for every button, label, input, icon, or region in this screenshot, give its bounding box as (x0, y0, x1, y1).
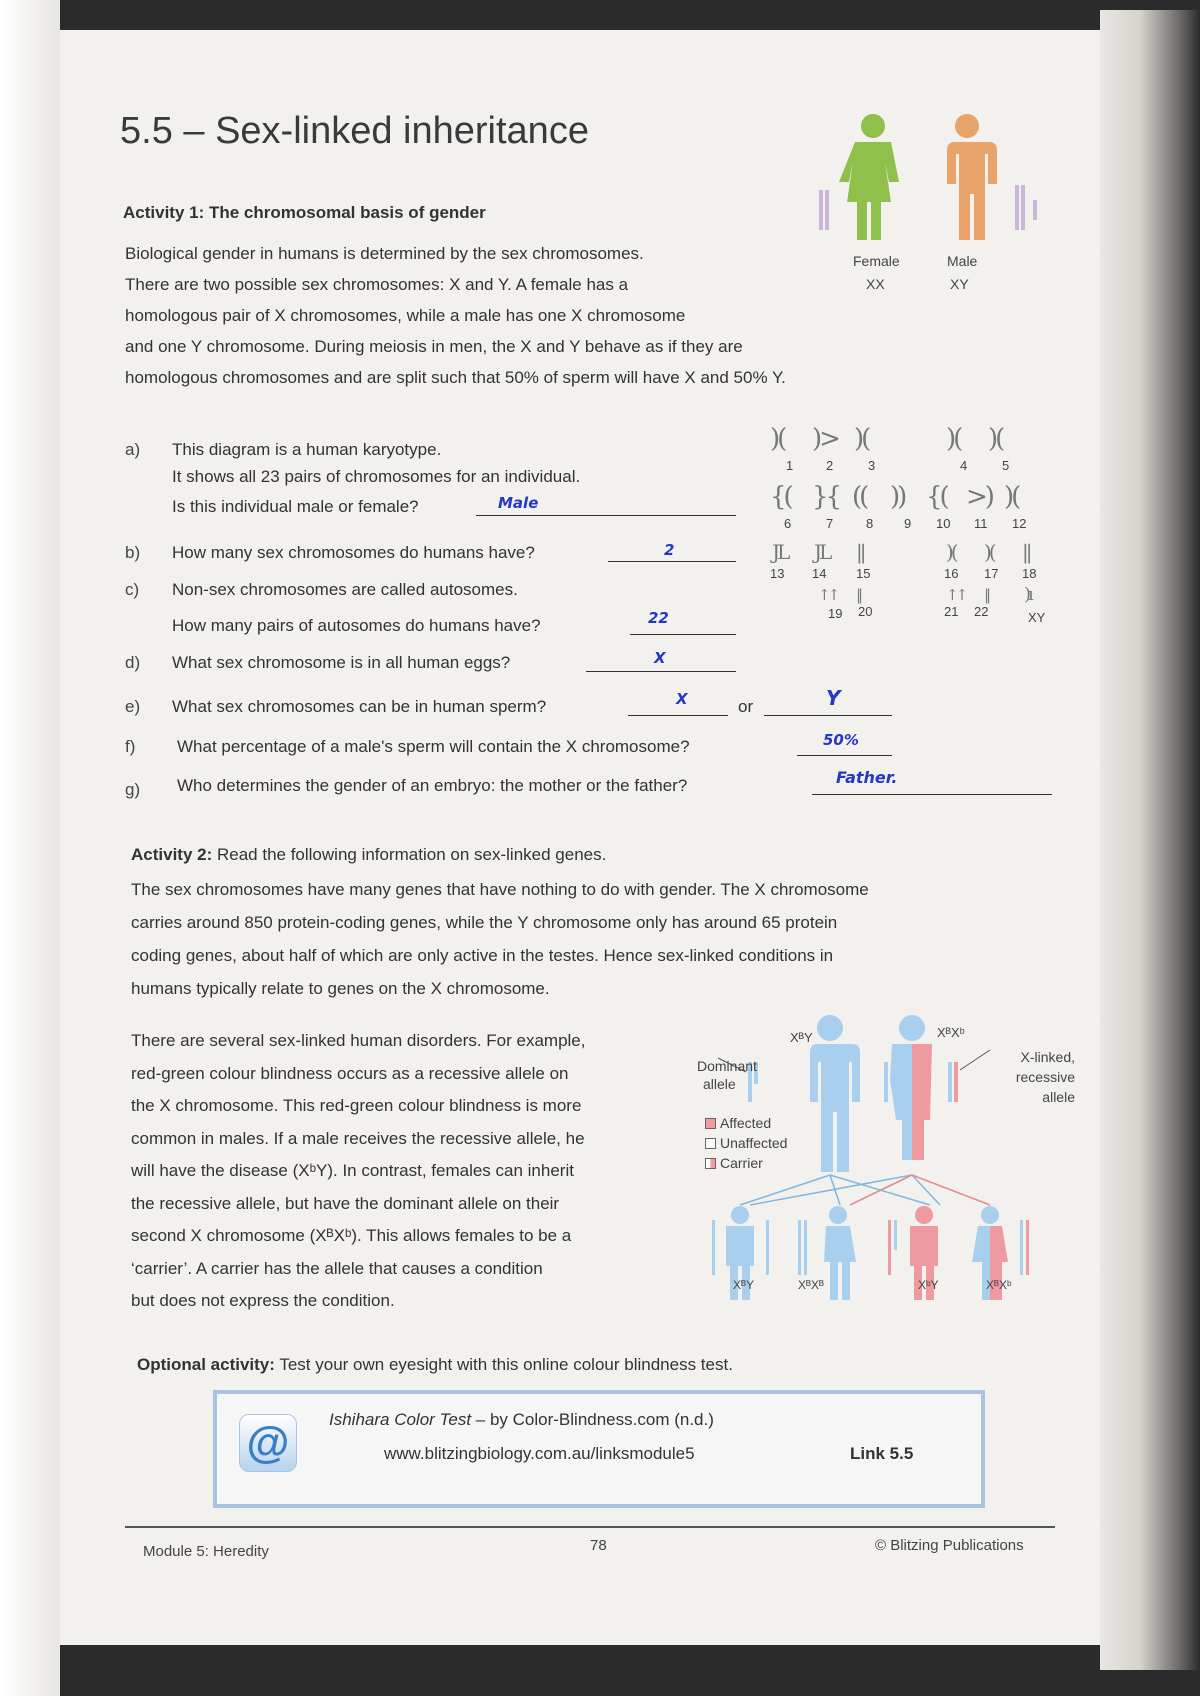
activity2-line: but does not express the condition. (131, 1291, 395, 1310)
mother-figure-icon (890, 1015, 932, 1160)
question-c-line1: Non-sex chromosomes are called autosomes. (172, 580, 518, 599)
answer-a[interactable]: Male (498, 494, 539, 512)
female-icon (839, 114, 899, 240)
activity1-line: Biological gender in humans is determined by the sex chromosomes. (125, 244, 644, 263)
chromosome-icon: || (984, 586, 989, 604)
recessive-allele-label-line2: recessive (1015, 1069, 1075, 1085)
female-label: Female (853, 253, 900, 269)
karyotype-number: 3 (868, 458, 876, 473)
chromosome-icon: JL (814, 540, 830, 564)
question-b-text: How many sex chromosomes do humans have? (172, 543, 535, 562)
footer-publisher: © Blitzing Publications (875, 1537, 1024, 1554)
dominant-allele-label-line2: allele (703, 1076, 736, 1092)
legend-carrier-label: Carrier (720, 1155, 763, 1171)
child-daughter-unaffected-icon (824, 1206, 856, 1300)
chromosome-icon: )( (770, 424, 785, 454)
female-chromosome-left-icon (819, 190, 823, 230)
activity2-line: the recessive allele, but have the dominant allele on their (131, 1193, 560, 1213)
chromosome-icon: {( (770, 482, 791, 512)
answer-e1-line (628, 715, 728, 716)
child3-genotype: XᵇY (918, 1278, 939, 1292)
activity2-line: ‘carrier’. A carrier has the allele that causes a condition (131, 1258, 543, 1278)
answer-b-line (608, 561, 736, 562)
activity1-paragraph (125, 238, 1025, 393)
activity2-heading-bold: Activity 2: (131, 845, 213, 864)
inheritance-arrows-icon (740, 1175, 940, 1205)
father-figure-icon (808, 1015, 860, 1172)
answer-e2-line (764, 715, 892, 716)
dominant-allele-label (697, 1057, 757, 1093)
activity1-line: and one Y chromosome. During meiosis in men, the X and Y behave as if they are (125, 337, 743, 356)
chromosome-icon: >) (966, 482, 992, 512)
chromosome-icon: || (856, 540, 864, 564)
footer-page-number: 78 (590, 1537, 607, 1554)
answer-c[interactable]: 22 (648, 609, 669, 627)
question-a-letter: a) (125, 440, 141, 459)
question-f-text: What percentage of a male's sperm will contain the X chromosome? (177, 737, 690, 756)
karyotype-number: 5 (1002, 458, 1010, 473)
link-title (329, 1410, 714, 1430)
child2-genotype: XᴮXᴮ (798, 1278, 824, 1292)
karyotype-number: 10 (936, 516, 951, 531)
karyotype-number: 13 (770, 566, 785, 581)
question-f-letter: f) (125, 737, 136, 756)
karyotype-number: 20 (858, 604, 873, 619)
answer-b[interactable]: 2 (664, 541, 675, 559)
male-label: Male (947, 253, 978, 269)
karyotype-diagram (770, 420, 1070, 670)
optional-heading-rest: Test your own eyesight with this online colour blindness test. (279, 1355, 733, 1374)
activity2-heading-rest: Read the following information on sex-linked genes. (216, 845, 607, 864)
answer-c-line (630, 634, 736, 635)
legend-affected (705, 1113, 787, 1133)
page-left-edge (0, 0, 60, 1696)
answer-a-line (476, 515, 736, 516)
question-g-letter: g) (125, 780, 141, 799)
answer-d-line (586, 671, 736, 672)
legend-carrier (705, 1153, 787, 1173)
karyotype-number: 11 (974, 516, 988, 531)
karyotype-number: 9 (904, 516, 912, 531)
karyotype-number: 12 (1012, 516, 1027, 531)
legend-unaffected (705, 1133, 787, 1153)
question-a-line2: It shows all 23 pairs of chromosomes for an individual. (172, 467, 581, 486)
karyotype-number: 1 (786, 458, 794, 473)
karyotype-number: 8 (866, 516, 874, 531)
dominant-allele-label-line1: Dominant (697, 1058, 757, 1074)
chromosome-icon: )) (890, 482, 905, 512)
karyotype-number: 2 (826, 458, 834, 473)
activity2-line: The sex chromosomes have many genes that have nothing to do with gender. The X chromosome (131, 880, 869, 899)
chromosome-icon: || (1022, 540, 1030, 564)
chromosome-icon: JL (772, 540, 788, 564)
footer-module: Module 5: Heredity (143, 1543, 269, 1560)
activity1-line: There are two possible sex chromosomes: X and Y. A female has a (125, 275, 629, 294)
activity2-paragraph2 (131, 1025, 691, 1318)
chromosome-icon: ↑↑ (818, 586, 838, 604)
question-d-text: What sex chromosome is in all human eggs? (172, 653, 511, 672)
answer-e2[interactable]: Y (826, 686, 841, 710)
recessive-allele-label-line1: X-linked, (1020, 1049, 1075, 1065)
karyotype-number: 19 (828, 606, 843, 621)
question-a-line3: Is this individual male or female? (172, 497, 419, 516)
karyotype-number: 4 (960, 458, 968, 473)
question-a-line1: This diagram is a human karyotype. (172, 440, 442, 459)
father-genotype: XᴮY (790, 1030, 813, 1045)
chromosome-icon: )( (946, 540, 956, 564)
optional-heading-bold: Optional activity: (137, 1355, 275, 1374)
section-title: 5.5 – Sex-linked inheritance (120, 110, 589, 152)
male-chromosome-y-icon (1033, 200, 1037, 220)
karyotype-number: XY (1028, 610, 1046, 625)
activity1-line: homologous pair of X chromosomes, while a male has one X chromosome (125, 306, 686, 325)
karyotype-number: 18 (1022, 566, 1037, 581)
question-g-text: Who determines the gender of an embryo: the mother or the father? (177, 776, 688, 795)
answer-f[interactable]: 50% (823, 731, 859, 749)
link-title-italic: Ishihara Color Test (329, 1410, 472, 1429)
recessive-allele-chromosome-icon (948, 1062, 952, 1102)
male-icon (945, 114, 997, 240)
legend-affected-label: Affected (720, 1115, 772, 1131)
activity2-line: carries around 850 protein-coding genes, while the Y chromosome only has around 65 protein (131, 913, 838, 932)
activity2-line: red-green colour blindness occurs as a recessive allele on (131, 1063, 569, 1083)
parent-chromosome-icon (884, 1062, 888, 1102)
activity2-line: the X chromosome. This red-green colour blindness is more (131, 1096, 582, 1115)
activity1-heading: Activity 1: The chromosomal basis of gender (123, 203, 486, 222)
question-c-line2: How many pairs of autosomes do humans have? (172, 616, 541, 635)
male-chromosome-x-icon (1015, 185, 1019, 230)
karyotype-number: 7 (826, 516, 834, 531)
activity2-heading (131, 845, 606, 865)
chromosome-icon: )( (946, 424, 961, 454)
activity2-line: second X chromosome (XᴮXᵇ). This allows females to be a (131, 1226, 572, 1245)
chromosome-icon: }{ (812, 482, 840, 512)
legend-unaffected-label: Unaffected (720, 1135, 788, 1151)
activity2-line: coding genes, about half of which are only active in the testes. Hence sex-linked conditions in (131, 946, 834, 965)
question-b-letter: b) (125, 543, 141, 562)
question-e-letter: e) (125, 697, 141, 716)
affected-swatch-icon (705, 1118, 716, 1129)
gender-figure (805, 110, 1045, 240)
footer-rule (125, 1526, 1055, 1528)
chromosome-icon: )( (984, 540, 994, 564)
karyotype-number: 21 (944, 604, 959, 619)
activity2-line: will have the disease (XᵇY). In contrast, females can inherit (131, 1161, 574, 1180)
karyotype-number: 16 (944, 566, 959, 581)
activity2-line: There are several sex-linked human disorders. For example, (131, 1031, 586, 1050)
activity2-line: common in males. If a male receives the recessive allele, he (131, 1128, 585, 1148)
answer-d[interactable]: X (654, 649, 666, 667)
at-link-icon: @ (239, 1414, 297, 1472)
chromosome-icon: )( (854, 424, 869, 454)
chromosome-icon: (( (852, 482, 867, 512)
question-e-text: What sex chromosomes can be in human sperm? (172, 697, 547, 716)
karyotype-number: 17 (984, 566, 999, 581)
karyotype-number: 6 (784, 516, 792, 531)
answer-f-line (797, 755, 892, 756)
karyotype-number: 15 (856, 566, 871, 581)
page-binding-edge (1100, 10, 1200, 1670)
chromosome-icon: || (856, 586, 861, 604)
answer-g[interactable]: Father. (836, 768, 898, 787)
chromosome-icon: )> (812, 424, 838, 454)
recessive-allele-label (985, 1047, 1075, 1107)
activity2-paragraph1 (131, 873, 1081, 1005)
chromosome-icon: )( (1004, 482, 1019, 512)
diagram-legend (705, 1113, 787, 1173)
answer-g-line (812, 794, 1052, 795)
recessive-allele-label-line3: allele (1042, 1089, 1075, 1105)
chromosome-icon: )( (988, 424, 1003, 454)
chromosome-icon: )ı (1024, 584, 1031, 605)
activity1-line: homologous chromosomes and are split such that 50% of sperm will have X and 50% Y. (125, 368, 786, 387)
link-label[interactable]: Link 5.5 (850, 1444, 914, 1463)
karyotype-number: 14 (812, 566, 827, 581)
male-genotype: XY (950, 276, 969, 292)
mother-genotype: XᴮXᵇ (937, 1025, 965, 1040)
optional-heading (137, 1355, 733, 1375)
question-d-letter: d) (125, 653, 141, 672)
link-title-rest: – by Color-Blindness.com (n.d.) (471, 1410, 714, 1429)
karyotype-number: 22 (974, 604, 989, 619)
child4-genotype: XᴮXᵇ (986, 1278, 1012, 1292)
carrier-swatch-icon (705, 1158, 716, 1169)
link-url[interactable]: www.blitzingbiology.com.au/linksmodule5 (384, 1444, 695, 1463)
chromosome-icon: {( (926, 482, 947, 512)
chromosome-icon: ↑↑ (946, 586, 966, 604)
unaffected-swatch-icon (705, 1138, 716, 1149)
female-genotype: XX (866, 276, 885, 292)
answer-e1[interactable]: X (676, 690, 688, 708)
question-c-letter: c) (125, 580, 140, 599)
link-box (213, 1390, 985, 1508)
question-e-or: or (738, 697, 754, 716)
activity2-line: humans typically relate to genes on the X chromosome. (131, 979, 550, 998)
child1-genotype: XᴮY (733, 1278, 754, 1292)
